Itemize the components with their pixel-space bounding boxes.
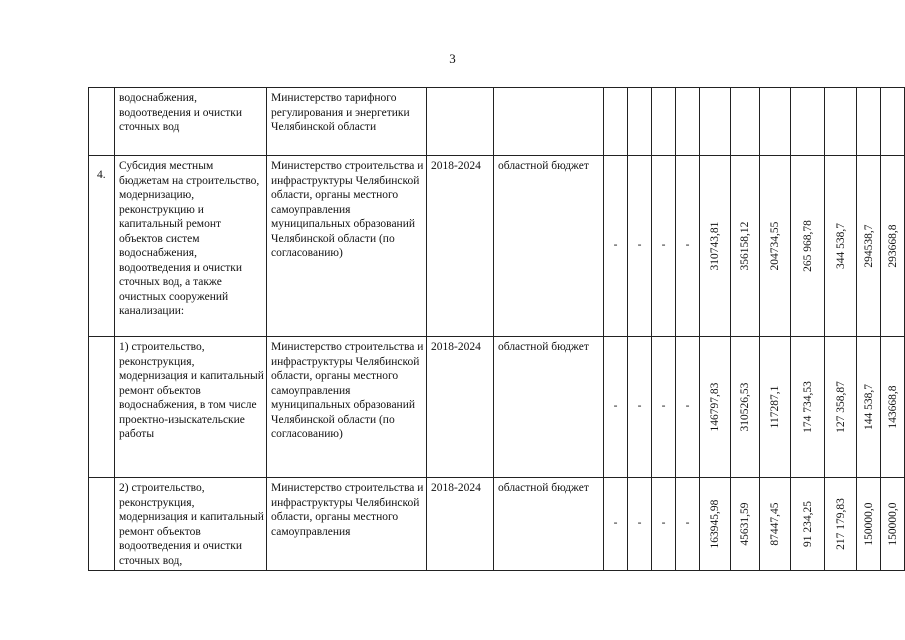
dash-cell: [676, 337, 700, 478]
year-value-cell: [857, 337, 881, 478]
activity-name-cell: [115, 478, 267, 571]
table-row: [89, 478, 905, 571]
dash-cell: [652, 478, 676, 571]
funding-source-cell-text: [494, 88, 603, 91]
dash-cell: [628, 478, 652, 571]
period-cell-text: 2018-2024: [431, 341, 481, 353]
executor-cell-text: Министерство строительства и инфраструктуры Челябинской области, органы местного самоуправления муниципальных образований Челябинской области (по согласованию): [271, 341, 424, 440]
year-value-cell: [881, 478, 905, 571]
executor-cell-text: Министерство строительства и инфраструктуры Челябинской области, органы местного самоуправления: [271, 482, 424, 538]
year-value: 150000,0: [886, 502, 899, 546]
dash-cell: [604, 88, 628, 156]
year-value-cell: [825, 478, 857, 571]
year-value: 87447,45: [768, 502, 781, 546]
dash-value: -: [613, 400, 618, 412]
executor-cell: [267, 478, 427, 571]
dash-cell: [628, 156, 652, 337]
row-number-cell-text: 4.: [97, 169, 106, 181]
year-value: 143668,8: [886, 385, 899, 429]
year-value-cell: [700, 156, 731, 337]
row-number-cell-text: [89, 88, 114, 100]
year-value-cell: [760, 478, 791, 571]
year-value-cell: [700, 478, 731, 571]
activity-name-cell-text: 1) строительство, реконструкция, модернизация и капитальный ремонт объектов водоснабжения, в том числе проектно-изыскательские работы: [119, 341, 264, 440]
dash-value: -: [661, 400, 666, 412]
year-value: 117287,1: [768, 385, 781, 429]
table-row: [89, 156, 905, 337]
year-value-cell: [700, 88, 731, 156]
year-value-cell: [760, 156, 791, 337]
year-value: 217 179,83: [834, 498, 847, 550]
dash-value: -: [661, 239, 666, 251]
year-value-cell: [881, 88, 905, 156]
year-value-cell: [760, 337, 791, 478]
year-value-cell: [857, 88, 881, 156]
year-value-cell: [825, 88, 857, 156]
year-value-cell: [731, 156, 760, 337]
row-number-cell: [89, 478, 115, 571]
activity-name-cell: [115, 156, 267, 337]
year-value: 163945,98: [708, 499, 721, 549]
year-value: 146797,83: [708, 382, 721, 432]
activity-name-cell: [115, 337, 267, 478]
dash-cell: [604, 478, 628, 571]
period-cell: [427, 478, 494, 571]
year-value: 293668,8: [886, 224, 899, 268]
funding-source-cell-text: областной бюджет: [498, 160, 589, 172]
dash-value: -: [613, 517, 618, 529]
funding-source-cell: [494, 337, 604, 478]
dash-value: -: [613, 239, 618, 251]
dash-cell: [652, 156, 676, 337]
year-value: 265 968,78: [801, 220, 814, 272]
year-value-cell: [857, 478, 881, 571]
executor-cell: [267, 337, 427, 478]
activity-name-cell-text: 2) строительство, реконструкция, модернизация и капитальный ремонт объектов водоотведения и очистки сточных вод,: [119, 482, 264, 567]
funding-source-cell-text: областной бюджет: [498, 482, 589, 494]
funding-source-cell: [494, 88, 604, 156]
activity-name-cell-text: водоснабжения, водоотведения и очистки сточных вод: [119, 92, 243, 133]
dash-cell: [652, 88, 676, 156]
year-value: 356158,12: [738, 221, 751, 271]
funding-source-cell-text: областной бюджет: [498, 341, 589, 353]
row-number-cell-text: [89, 478, 114, 490]
funding-source-cell: [494, 156, 604, 337]
executor-cell-text: Министерство строительства и инфраструктуры Челябинской области, органы местного самоуправления муниципальных образований Челябинской области (по согласованию): [271, 160, 424, 259]
year-value-cell: [731, 88, 760, 156]
row-number-cell-text: [89, 337, 114, 349]
year-value-cell: [791, 88, 825, 156]
year-value: 150000,0: [862, 502, 875, 546]
activity-name-cell: [115, 88, 267, 156]
period-cell-text: 2018-2024: [431, 160, 481, 172]
dash-value: -: [661, 517, 666, 529]
dash-value: -: [637, 239, 642, 251]
year-value: 204734,55: [768, 221, 781, 271]
table-row: [89, 88, 905, 156]
year-value-cell: [825, 156, 857, 337]
executor-cell: [267, 88, 427, 156]
year-value: 174 734,53: [801, 381, 814, 433]
year-value-cell: [791, 478, 825, 571]
dash-cell: [676, 88, 700, 156]
period-cell: [427, 337, 494, 478]
dash-value: -: [637, 517, 642, 529]
year-value-cell: [857, 156, 881, 337]
year-value: 310743,81: [708, 221, 721, 271]
page-number: 3: [449, 51, 456, 66]
year-value-cell: [760, 88, 791, 156]
dash-cell: [652, 337, 676, 478]
year-value-cell: [881, 156, 905, 337]
year-value-cell: [731, 478, 760, 571]
dash-cell: [628, 337, 652, 478]
year-value-cell: [700, 337, 731, 478]
year-value-cell: [791, 156, 825, 337]
dash-value: -: [637, 400, 642, 412]
year-value-cell: [791, 337, 825, 478]
row-number-cell: [89, 337, 115, 478]
year-value: 310526,53: [738, 382, 751, 432]
row-number-cell: [89, 156, 115, 337]
year-value-cell: [825, 337, 857, 478]
period-cell: [427, 88, 494, 156]
year-value: 144 538,7: [862, 384, 875, 430]
period-cell-text: [427, 88, 493, 91]
table-row: [89, 337, 905, 478]
dash-value: -: [685, 517, 690, 529]
activity-name-cell-text: Субсидия местным бюджетам на строительство, модернизацию, реконструкцию и капитальный ремонт объектов систем водоснабжения, водоотведения и очистки сточных вод, а также очистных сооружений канализации:: [119, 160, 260, 317]
period-cell-text: 2018-2024: [431, 482, 481, 494]
dash-cell: [604, 156, 628, 337]
executor-cell-text: Министерство тарифного регулирования и энергетики Челябинской области: [271, 92, 410, 133]
period-cell: [427, 156, 494, 337]
funding-source-cell: [494, 478, 604, 571]
year-value: 127 358,87: [834, 381, 847, 433]
executor-cell: [267, 156, 427, 337]
row-number-cell: [89, 88, 115, 156]
dash-cell: [676, 478, 700, 571]
dash-cell: [604, 337, 628, 478]
dash-value: -: [685, 239, 690, 251]
year-value-cell: [731, 337, 760, 478]
year-value: 45631,59: [738, 502, 751, 546]
dash-cell: [628, 88, 652, 156]
dash-value: -: [685, 400, 690, 412]
year-value-cell: [881, 337, 905, 478]
dash-cell: [676, 156, 700, 337]
year-value: 91 234,25: [801, 501, 814, 547]
year-value: 344 538,7: [834, 223, 847, 269]
budget-table: [88, 87, 905, 571]
year-value: 294538,7: [862, 224, 875, 268]
